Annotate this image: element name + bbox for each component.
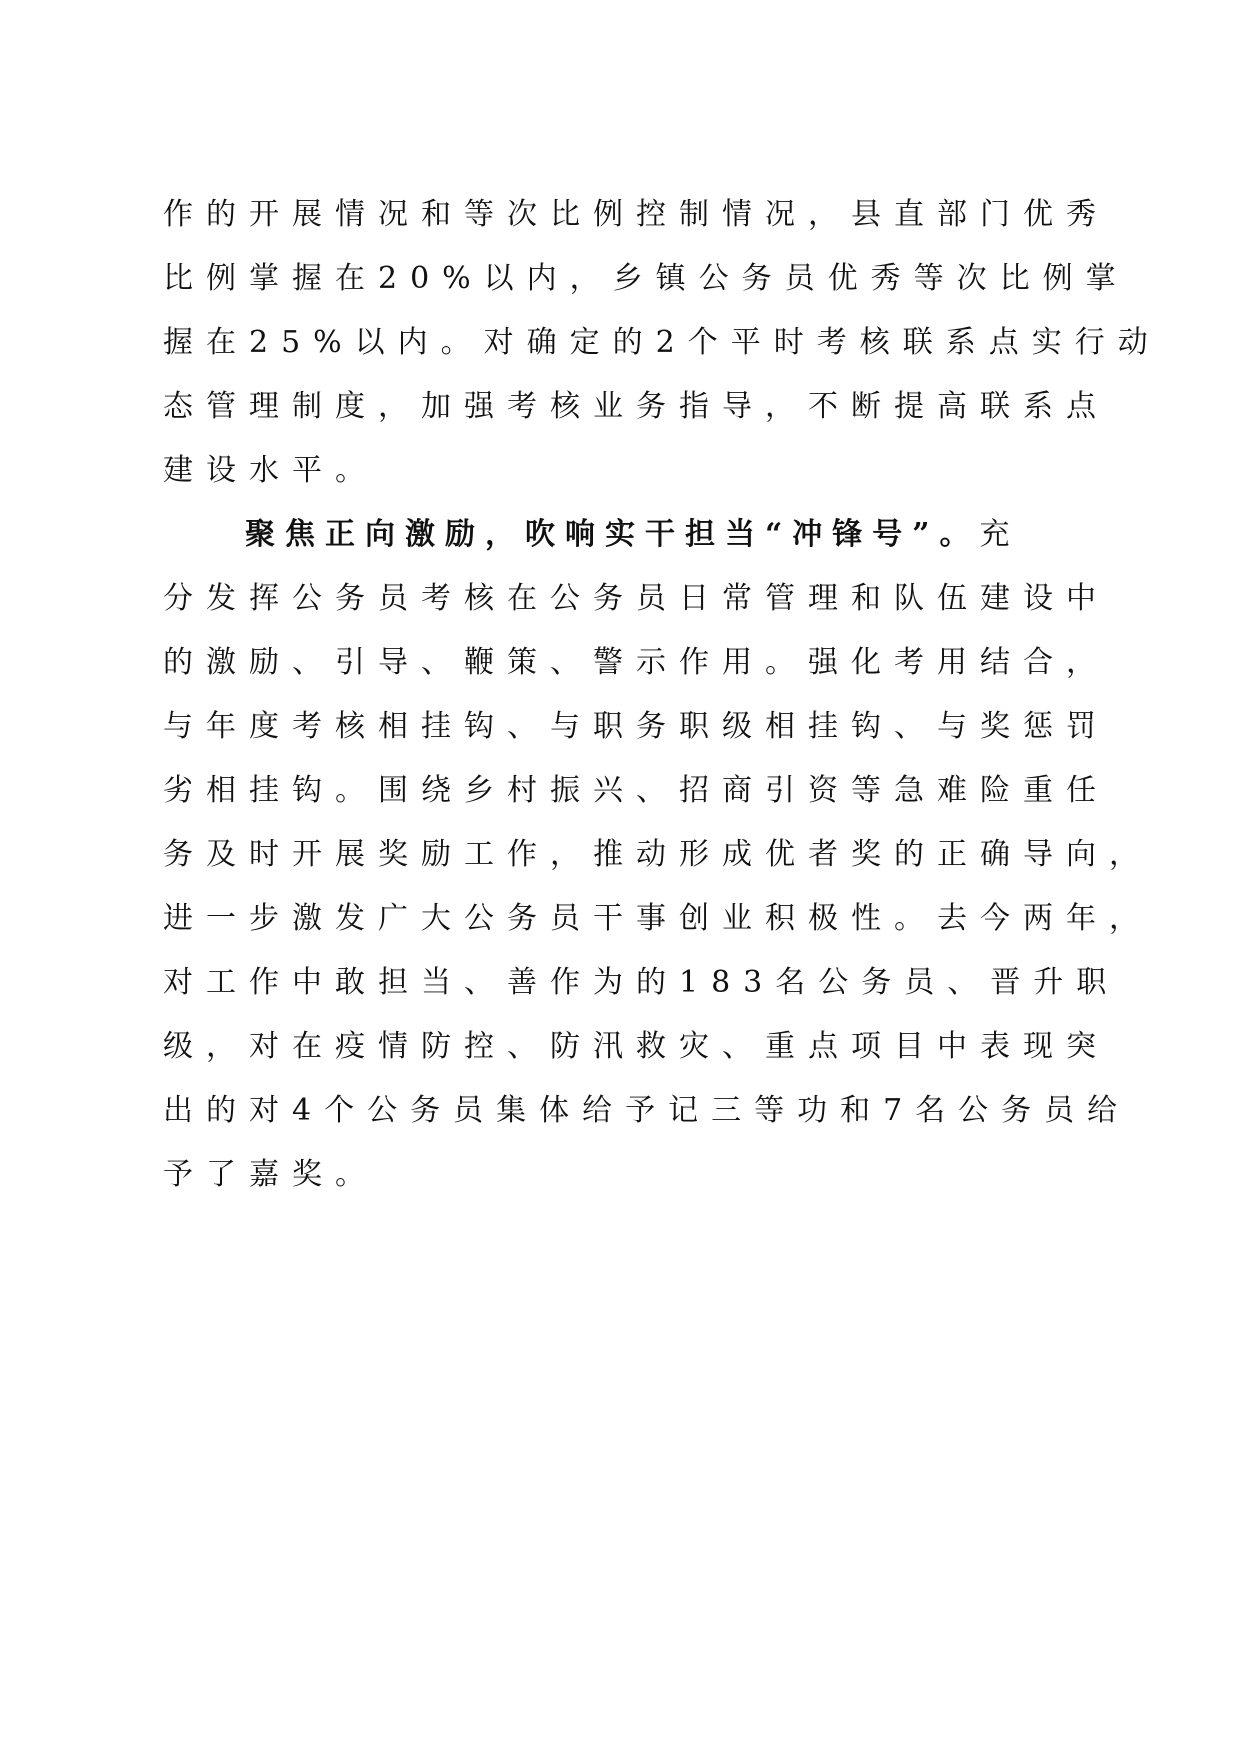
paragraph-2-line-9: 级，对在疫情防控、防汛救灾、重点项目中表现突 <box>163 1029 1109 1064</box>
paragraph-2-line-11: 予了嘉奖。 <box>163 1157 378 1192</box>
paragraph-1-line-2: 比例掌握在20%以内，乡镇公务员优秀等次比例掌 <box>163 261 1129 296</box>
paragraph-1-line-1: 作的开展情况和等次比例控制情况，县直部门优秀 <box>163 197 1109 232</box>
paragraph-2-line-7: 进一步激发广大公务员干事创业积极性。去今两年， <box>163 901 1152 936</box>
paragraph-2-line-1-rest: 充 <box>979 517 1023 552</box>
paragraph-2-line-2: 分发挥公务员考核在公务员日常管理和队伍建设中 <box>163 581 1109 616</box>
paragraph-2-line-5: 劣相挂钩。围绕乡村振兴、招商引资等急难险重任 <box>163 773 1109 808</box>
paragraph-2-line-6: 务及时开展奖励工作，推动形成优者奖的正确导向， <box>163 837 1152 872</box>
paragraph-2-line-3: 的激励、引导、鞭策、警示作用。强化考用结合， <box>163 645 1109 680</box>
paragraph-1-line-4: 态管理制度，加强考核业务指导，不断提高联系点 <box>163 389 1109 424</box>
paragraph-2-first-line <box>163 503 1083 567</box>
paragraph-1-line-3: 握在25%以内。对确定的2个平时考核联系点实行动 <box>163 325 1161 360</box>
paragraph-2-line-10: 出的对4个公务员集体给予记三等功和7名公务员给 <box>163 1093 1131 1128</box>
paragraph-2-line-8: 对工作中敢担当、善作为的183名公务员、晋升职 <box>163 965 1120 1000</box>
paragraph-2-line-4: 与年度考核相挂钩、与职务职级相挂钩、与奖惩罚 <box>163 709 1109 744</box>
document-body <box>163 183 1161 1207</box>
section-heading: 聚焦正向激励，吹响实干担当“冲锋号”。 <box>245 517 980 552</box>
paragraph-1-line-5: 建设水平。 <box>163 453 378 488</box>
